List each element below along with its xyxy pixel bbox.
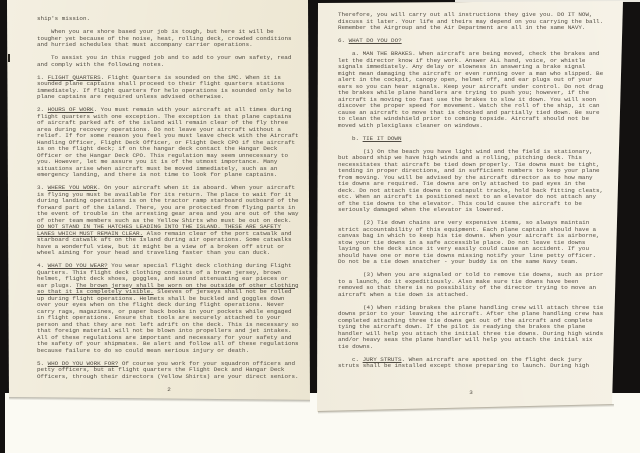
- text-segment: TIE IT DOWN: [362, 134, 402, 142]
- text-segment: . Flight Quarters is sounded on the 1MC. When it is sounded plane captains shall proceed to their flight quarters stations immediately. If flight quarters for helo operations is sounded only helo plane captains are required unless advised otherwise.: [37, 73, 292, 100]
- paragraph: [37, 29, 301, 49]
- paragraph: [338, 305, 604, 351]
- text-segment: c.: [352, 355, 363, 363]
- paragraph: [37, 55, 301, 68]
- text-segment: Therefore, you will carry out all instructions they give you. DO IT NOW, discuss it later. Your life and theirs may depend on you carrying the ball. Remember the Airgroup and the Air Department are all in the same NAVY.: [338, 11, 604, 31]
- text-segment: DO NOT STAND IN THE HATCHES LEADING INTO THE ISLAND. THESE ARE SAFETY LANES WHICH MUST REMAIN CLEAR.: [37, 223, 281, 237]
- paragraph: [338, 357, 604, 370]
- text-segment: WHAT DO YOU WEAR?: [47, 262, 108, 269]
- text-segment: WHAT DO YOU DO?: [348, 37, 402, 44]
- paragraph: [338, 38, 604, 45]
- text-segment: WHERE YOU WORK: [47, 184, 98, 191]
- paragraph: [37, 185, 301, 257]
- text-segment: 2.: [37, 106, 48, 113]
- page-left-text: [37, 16, 301, 387]
- text-segment: 6.: [338, 37, 349, 44]
- paragraph: [37, 16, 301, 23]
- text-segment: 3.: [37, 184, 48, 191]
- paragraph: [37, 263, 301, 354]
- page-left-number: 2: [167, 386, 171, 393]
- text-segment: (1) On the beach you have light wind and the field is stationary, but aboard ship we have high winds and a rolling, pitching deck. This necessitates that aircraft be tied down properly. Tie downs must be tight, tending in proper directions, and in sufficient numbers to keep your plane from moving. You will be advised by the aircraft director as to how many tie downs are required. Tie downs are only attached to pad eyes in the deck. Do not attach tie downs to catapult tracks, hold back fitting cleats, etc. When an aircraft is positioned next to an elevator do not attach any of the tie downs to the elevator. This could cause the aircraft to be seriously damaged when the elevator is lowered.: [338, 147, 604, 213]
- text-segment: a. MAN THE BRAKES. When aircraft are being moved, check the brakes and let the director know if they work. Answer ALL hand, voice, or whistle signals immediately. Any delay or slowness in answering a brake signal might mean damaging the aircraft or even running over a man who slipped. Be alert in the cockpit, canopy open, helmet off, and ear plugs out of your ears so you can hear signals. Keep your aircraft under control. Do not drag the brakes while plane handlers are trying to push you; however, if the aircraft is moving too fast use the brakes to slow it down. You will soon discover the proper speed for movement. Watch the roll of the ship, it can cause an aircraft to move that is chocked and partially tied down. Be sure to clean the windshield prior to coming topside. Aircraft should not be moved with plexiglass cleaner on windows.: [338, 50, 604, 129]
- paragraph: [37, 361, 301, 381]
- page-left-edge-mark: [8, 54, 10, 62]
- paragraph: [37, 75, 301, 101]
- text-segment: WHO DO YOU WORK FOR?: [47, 359, 119, 367]
- text-segment: 5.: [37, 359, 48, 367]
- text-segment: (4) When riding brakes the plane handling crew will attach three tie downs prior to your leaving the aircraft. After the plane handling crew has completed attaching three tie downs get out of the aircraft and complete tying the aircraft down. If the pilot is readying the brakes the plane handler will help you attach the initial three tie downs. During high winds and/or heavy seas the plane handler will help you attach the initial six tie downs.: [338, 303, 604, 350]
- text-segment: Sleeves of jerseys shall not be rolled up during flight operations. Helmets shall be buckled and goggles down over your eyes when on the flight deck during flight operations. Never carry rags, magazines, or paper back books in your pockets while engaged in flight operations. Ensure that tools are securely attached to your person and that they are not left adrift on the deck. This is necessary so that foreign material will not be blown into propellers and jet intakes. All of these regulations are important and necessary for your safety and the safety of your shipmates. Be alert and follow all of these regulations because failure to do so could mean serious injury or death.: [37, 288, 299, 354]
- paragraph: [338, 220, 604, 266]
- text-segment: HOURS OF WORK: [47, 106, 94, 113]
- paragraph: [37, 107, 301, 179]
- paragraph: [338, 272, 604, 298]
- text-segment: JURY STRUTS: [362, 355, 402, 363]
- text-segment: . When aircraft are spotted on the flight deck jury struts shall be installed except those preparing to launch. During high: [338, 355, 589, 369]
- text-segment: Also remain clear of the port catwalk and starboard catwalk aft on the island during air operations. Some catwalks have a wonderful view, but it might be a view of a broken off strut or wheel aiming for your head and traveling faster than you can duck.: [37, 229, 292, 256]
- text-segment: b.: [352, 134, 363, 142]
- text-segment: 1.: [37, 73, 48, 81]
- paragraph: [338, 51, 604, 129]
- paragraph: [338, 149, 604, 214]
- paragraph: [338, 136, 604, 143]
- text-segment: FLIGHT QUARTERS: [47, 73, 101, 81]
- text-segment: 4.: [37, 262, 48, 269]
- page-right-text: [338, 12, 604, 376]
- page-right-number: 3: [469, 389, 473, 396]
- paragraph: [338, 12, 604, 32]
- text-segment: . On your aircraft when it is aboard. When your aircraft is flying you must be available for its return. The place to wait for it during landing operations is on the tractor ramp starboard outboard of the forward part of the island. There, you are protected from flying parts in the event of trouble in the arresting gear area and you are out of the way of other team members such as the Yellow Shirts who must be out on deck.: [37, 184, 299, 224]
- text-segment: . You must remain with your aircraft at all times during flight quarters with one exception. The exception is that plane captains of aircraft parked aft of the island will remain clear of the fly three area during recovery operations. Do not leave your aircraft without a relief. If for some reason you feel you must leave check with the Aircraft Handling Officer, Flight Deck Officer, or Flight Deck CPO if the aircraft is on the flight deck; if on the hangar deck contact the Hangar Deck Officer or the Hangar Deck CPO. This regulation may seem unnecessary to you. However, let me assure you it is of the utmost importance. Many situations arise when aircraft must be moved immediately, such as an emergency landing, and there is not time to look for plane captains.: [37, 106, 299, 178]
- text-segment: You wear special flight deck clothing during Flight Quarters. This flight deck clothing consists of a brown jersey, brown helmet, flight deck shoes, goggles, and sound attenuating ear pieces or ear plugs.: [37, 262, 292, 289]
- text-segment: When you are shore based your job is tough, but here it will be tougher yet because of the noise, heat, rolling deck, crowded conditions and hurried schedules that must accompany carrier operations.: [37, 28, 292, 48]
- text-segment: The brown jersey shall be worn on the outside of other clothing so that it is completely visible.: [37, 281, 299, 295]
- text-segment: To assist you in this rugged job and to add to your own safety, read and comply with the following notes.: [37, 54, 292, 68]
- text-segment: Of course you work for your squadron officers and petty officers, but at flight quarters the Flight Deck and Hangar Deck Officers, through their directors (Yellow Shirts) are your direct seniors.: [37, 359, 299, 380]
- text-segment: ship's mission.: [37, 15, 91, 22]
- text-segment: (3) When you are signaled or told to remove tie downs, such as prior to a launch, do it expeditiously. Also make sure tie downs have been removed so that there is no possibility of the director trying to move an aircraft when a tie down is attached.: [338, 271, 604, 298]
- text-segment: (2) Tie down chains are very expensive items, so always maintain strict accountability of this equipment. Each plane captain should have a canvas bag in which to keep his tie downs. When your aircraft is airborne, stow your tie downs in a safe accessible place. Do not leave tie downs laying on the deck since it very easily could cause an accident. If you should have one or more tie downs missing notify your line petty officer. Do not be a tie down snatcher - your buddy is on the same Navy team.: [338, 219, 600, 265]
